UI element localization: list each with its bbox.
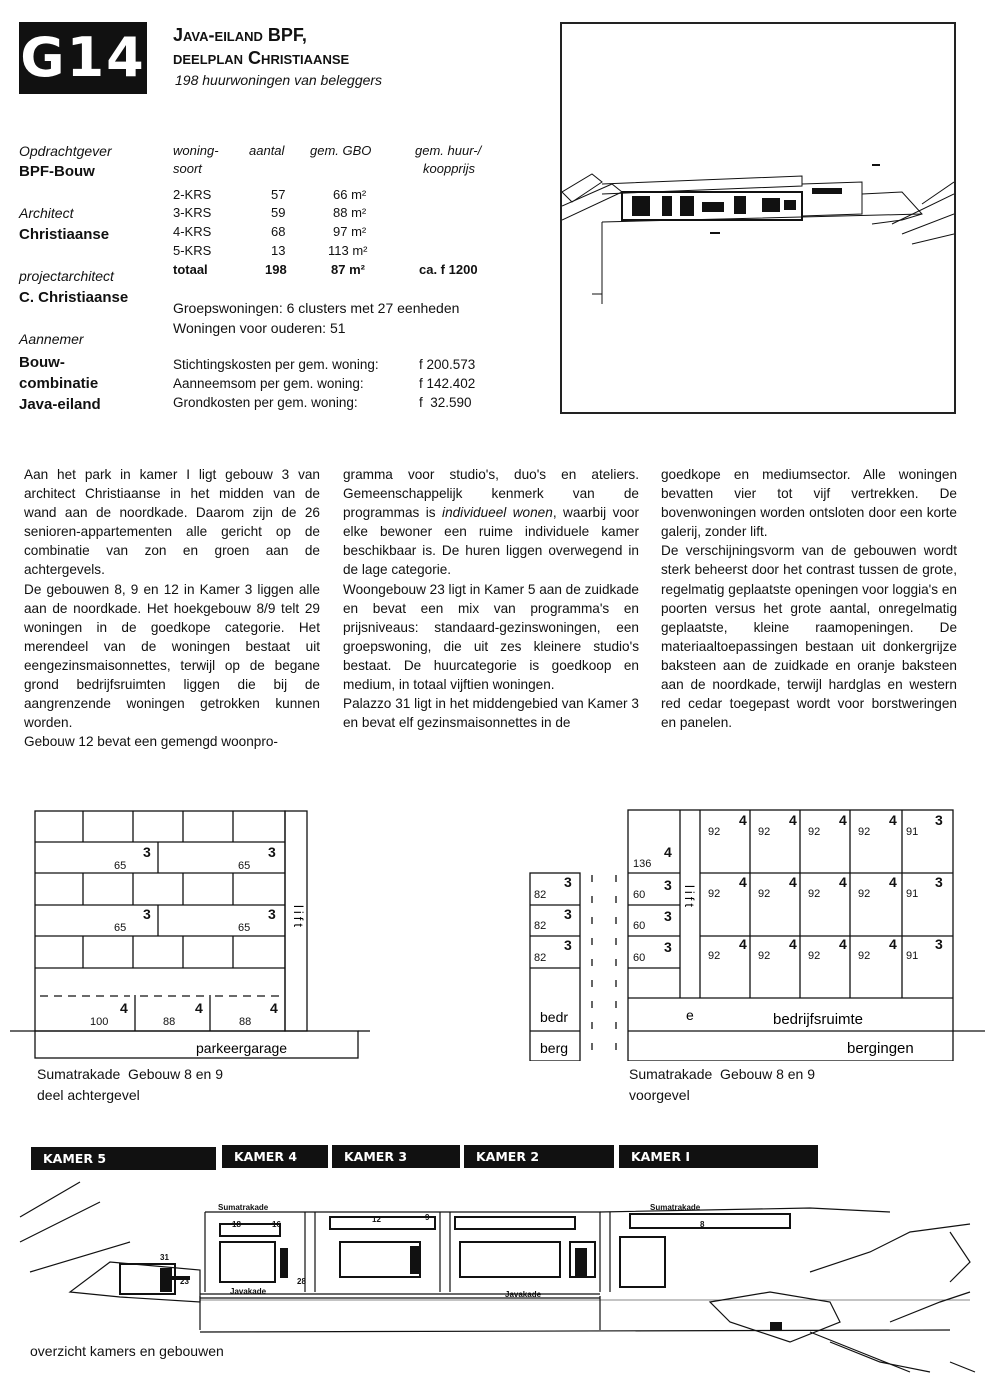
elevation-left-drawing [10,805,370,1061]
unit-number: 92 [758,826,771,838]
contractor-line-3: Java-eiland [19,396,101,413]
title-line-2: deelplan Christiaanse [173,48,350,68]
th-price-2: koopprijs [423,161,476,176]
e-label: e [686,1007,694,1023]
unit-number: 82 [534,952,547,964]
body-paragraph: Aan het park in kamer I ligt gebouw 3 van architect Christiaanse in het midden van de wand aan de noordkade. Daarom zijn de 26 senioren-appartementen alle gericht op de combinatie van zon en groen aan de achtergevels. [24,467,320,578]
bedr-label: bedr [540,1009,569,1025]
street-label: Javakade [230,1287,267,1296]
bergingen-label: bergingen [847,1040,914,1057]
building-number: 31 [160,1253,169,1262]
total-count: 198 [265,262,287,277]
bedrijfsruimte-label: bedrijfsruimte [773,1011,864,1028]
row-gbo: 97 m² [333,224,367,239]
unit-number: 65 [238,860,251,872]
room-count: 3 [935,812,943,828]
cost-label: Aanneemsom per gem. woning: [173,376,364,391]
room-count: 3 [935,874,943,890]
title-line-1: Java-eiland BPF, [173,25,307,45]
contractor-line-1: Bouw- [19,354,65,371]
th-count: aantal [249,143,285,158]
unit-number: 136 [633,858,652,870]
unit-number: 91 [906,826,919,838]
building-number: 28 [297,1277,306,1286]
contractor-line-2: combinatie [19,375,99,392]
cost-label: Stichtingskosten per gem. woning: [173,357,379,372]
body-column-3 [661,465,957,732]
street-label: Sumatrakade [218,1203,269,1212]
total-label: totaal [173,262,208,277]
body-paragraph: goedkope en mediumsector. Alle woningen bevatten vier tot vijf vertrekken. De bovenwoningen worden ontsloten door een korte galerij, zonder lift. [661,467,957,540]
th-type-1: woning- [173,143,219,158]
cost-row [173,393,493,412]
building-number: 18 [232,1220,241,1229]
room-count: 3 [564,906,572,922]
row-count: 57 [271,187,286,202]
unit-number: 100 [90,1016,109,1028]
credit-name-client: BPF-Bouw [19,163,95,180]
caption-line: voorgevel [629,1087,690,1103]
room-count: 3 [268,906,276,922]
unit-number: 65 [114,860,127,872]
caption-line: Sumatrakade Gebouw 8 en 9 [629,1066,816,1082]
unit-number: 88 [239,1016,252,1028]
body-column-1 [24,465,320,751]
unit-number: 88 [163,1016,176,1028]
row-type: 3-KRS [173,205,212,220]
unit-number: 65 [114,922,127,934]
unit-number: 92 [858,888,871,900]
unit-number: 65 [238,922,251,934]
costs [173,355,493,412]
lift-label: lift [682,885,697,910]
room-count: 3 [564,937,572,953]
site-map [560,22,956,414]
cost-row [173,355,493,374]
room-count: 4 [739,936,747,952]
kamer-1-bar: KAMER I [619,1145,818,1168]
berg-label: berg [540,1040,569,1056]
building-number: 23 [180,1277,189,1286]
unit-number: 92 [808,826,821,838]
room-count: 4 [789,936,797,952]
room-count: 4 [739,812,747,828]
unit-number: 92 [858,950,871,962]
elevation-right-drawing [520,805,985,1061]
building-number: 16 [272,1220,281,1229]
kamer-4-bar: KAMER 4 [222,1145,328,1168]
room-count: 4 [664,844,672,860]
unit-number: 91 [906,950,919,962]
body-paragraph: Gebouw 12 bevat een gemengd woonpro- [24,734,278,750]
street-label: Sumatrakade [650,1203,701,1212]
room-count: 3 [664,908,672,924]
row-gbo: 88 m² [333,205,367,220]
row-gbo: 113 m² [328,243,368,258]
room-count: 4 [889,936,897,952]
room-count: 4 [839,936,847,952]
cost-row [173,374,493,393]
building-number: 9 [425,1213,430,1222]
credit-role-client: Opdrachtgever [19,143,112,159]
room-count: 4 [889,874,897,890]
room-count: 3 [935,936,943,952]
body-paragraph: Palazzo 31 ligt in het middengebied van Kamer 3 en bevat elf gezinsmaisonnettes in de [343,696,639,731]
room-count: 4 [120,1000,128,1016]
unit-number: 60 [633,952,646,964]
notes [173,298,459,338]
elevation-left-caption [37,1064,223,1106]
room-count: 4 [889,812,897,828]
dwelling-table [173,143,503,283]
note-elderly-homes: Woningen voor ouderen: 51 [173,320,346,336]
room-count: 3 [268,844,276,860]
body-paragraph: De verschijningsvorm van de gebouwen wordt sterk beheerst door het contrast tussen de grote, regelmatig geplaatste openingen voor loggia's en poorten versus het grote aantal, onregelmatig geplaatste, kleine raamopeningen. De materiaaltoepassingen bestaan uit donkergrijze baksteen aan de zuidkade en oranje baksteen aan de noordkade, terwijl hardglas en western red cedar toegepast wordt voor borstweringen en panelen. [661,543,957,731]
total-gbo: 87 m² [331,262,365,277]
unit-number: 60 [633,889,646,901]
project-code: G14 [19,22,147,94]
unit-number: 91 [906,888,919,900]
unit-number: 92 [858,826,871,838]
credit-role-contractor: Aannemer [19,331,84,347]
unit-number: 82 [534,889,547,901]
credit-name-projectarchitect: C. Christiaanse [19,289,129,306]
credit-role-architect: Architect [19,205,74,221]
garage-label: parkeergarage [196,1040,288,1056]
site-map-drawing [562,24,954,412]
unit-number: 92 [758,888,771,900]
elevation-right-caption [629,1064,815,1106]
body-paragraph [343,465,639,580]
unit-number: 82 [534,920,547,932]
th-type-2: soort [173,161,202,176]
room-count: 3 [143,906,151,922]
room-count: 4 [789,812,797,828]
room-count: 4 [195,1000,203,1016]
building-number: 12 [372,1215,381,1224]
body-column-2 [343,465,639,732]
cost-value: f 32.590 [419,395,472,410]
unit-number: 92 [708,826,721,838]
body-text: gramma voor studio's, duo's en ateliers. Gemeenschappelijk kenmerk van de programmas is [343,467,639,521]
kamer-2-bar: KAMER 2 [464,1145,614,1168]
caption-line: deel achtergevel [37,1087,140,1103]
unit-number: 92 [808,950,821,962]
cost-value: f 142.402 [419,376,476,391]
unit-number: 92 [808,888,821,900]
room-count: 4 [839,874,847,890]
body-paragraph: De gebouwen 8, 9 en 12 in Kamer 3 liggen alle aan de noordkade. Het hoekgebouw 8/9 telt 29 woningen in de goedkope categorie. Het merendeel van de woningen bestaat uit eengezinsmaisonnettes, terwijl op de begane grond bedrijfsruimten liggen die bij de aangrenzende woningen getrokken kunnen worden. [24,581,320,731]
unit-number: 92 [708,950,721,962]
body-paragraph: Woongebouw 23 ligt in Kamer 5 aan de zuidkade en bevat een mix van programma's en prijsniveaus: standaard-gezinswoningen, een groepswoning, die uit zes kleinere studio's bestaat. De huurcategorie is goedkoop en medium, in totaal vijftien woningen. [343,581,639,693]
body-emphasis: individueel wonen [442,505,553,521]
street-label: Javakade [505,1290,542,1299]
room-count: 4 [739,874,747,890]
room-count: 4 [270,1000,278,1016]
total-price: ca. f 1200 [419,262,478,277]
row-type: 2-KRS [173,187,212,202]
credit-name-architect: Christiaanse [19,226,110,243]
room-count: 4 [789,874,797,890]
unit-number: 92 [758,950,771,962]
room-count: 3 [143,844,151,860]
credit-name-contractor [19,352,101,415]
th-price-1: gem. huur-/ [415,143,482,158]
overview-caption: overzicht kamers en gebouwen [30,1343,224,1359]
room-count: 3 [564,874,572,890]
kamer-5-bar: KAMER 5 [31,1147,216,1170]
row-count: 59 [271,205,286,220]
lift-label: lift [291,905,306,930]
unit-number: 60 [633,920,646,932]
project-title [173,24,349,70]
room-count: 3 [664,877,672,893]
credit-role-projectarchitect: projectarchitect [19,268,114,284]
body-text: , waarbij voor elke bewoner een ruime individuele kamer beschikbaar is. De huren liggen overwegend in de lage categorie. [343,505,640,578]
note-group-homes: Groepswoningen: 6 clusters met 27 eenheden [173,300,460,316]
row-count: 68 [271,224,286,239]
kamer-3-bar: KAMER 3 [332,1145,460,1168]
cost-value: f 200.573 [419,357,476,372]
cost-label: Grondkosten per gem. woning: [173,395,358,410]
project-subtitle: 198 huurwoningen van beleggers [175,72,383,88]
row-gbo: 66 m² [333,187,367,202]
unit-number: 92 [708,888,721,900]
row-type: 5-KRS [173,243,212,258]
building-number: 8 [700,1220,705,1229]
row-count: 13 [271,243,286,258]
row-type: 4-KRS [173,224,212,239]
room-count: 4 [839,812,847,828]
room-count: 3 [664,939,672,955]
caption-line: Sumatrakade Gebouw 8 en 9 [37,1066,224,1082]
th-gbo: gem. GBO [310,143,372,158]
